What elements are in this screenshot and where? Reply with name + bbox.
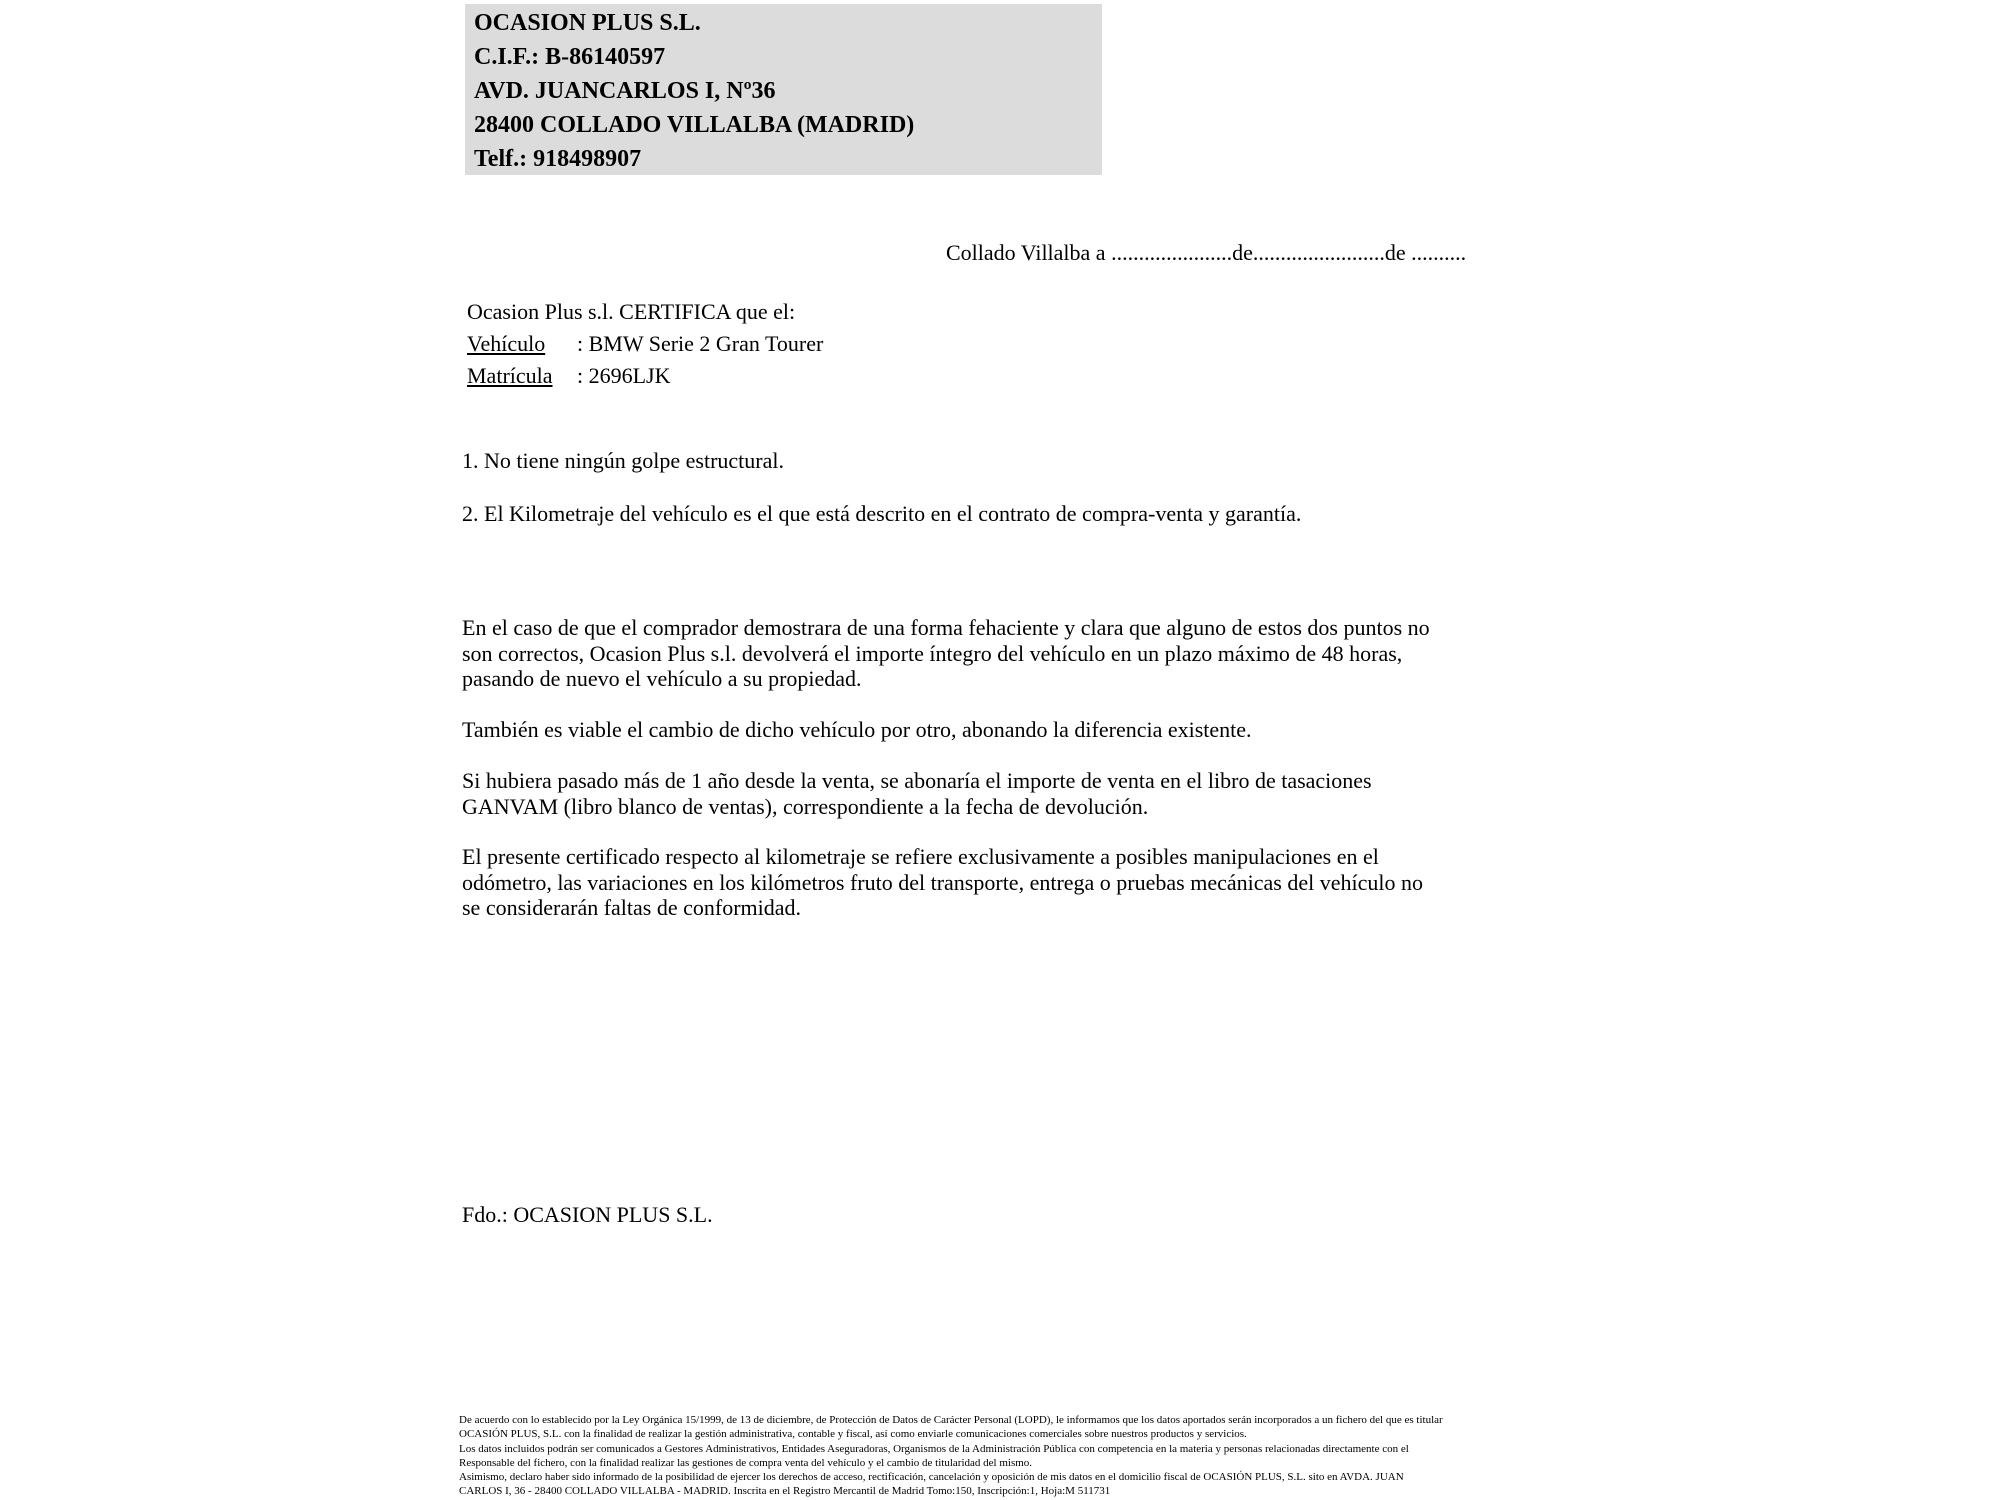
paragraph-line: se considerarán faltas de conformidad. [462, 895, 802, 920]
vehicle-label-cell [467, 328, 577, 360]
vehicle-label: Vehículo [467, 331, 546, 356]
plate-label-cell [467, 360, 577, 392]
paragraph-line: Si hubiera pasado más de 1 año desde la venta, se abonaría el importe de venta en el libro de tasaciones [462, 768, 1372, 793]
paragraph-ganvam-clause [462, 768, 1372, 819]
numbered-item-1: 1. No tiene ningún golpe estructural. [462, 448, 784, 473]
legal-footer-line: De acuerdo con lo establecido por la Ley Orgánica 15/1999, de 13 de diciembre, de Protección de Datos de Carácter Personal (LOPD), le informamos que los datos aportados serán incorporados a un fichero del que es titular [459, 1414, 1443, 1426]
paragraph-line: odómetro, las variaciones en los kilómetros fruto del transporte, entrega o pruebas mecánicas del vehículo no [462, 869, 1423, 895]
vehicle-value: : BMW Serie 2 Gran Tourer [577, 331, 824, 356]
vehicle-row [467, 328, 823, 360]
plate-row [467, 360, 823, 392]
company-city: 28400 COLLADO VILLALBA (MADRID) [474, 112, 915, 138]
legal-footer-line: OCASIÓN PLUS, S.L. con la finalidad de realizar la gestión administrativa, contable y fiscal, así como enviarle comunicaciones comerciales sobre nuestros productos y servicios. [459, 1428, 1247, 1441]
legal-footer-line: Asimismo, declaro haber sido informado de la posibilidad de ejercer los derechos de acceso, rectificación, cancelación y oposición de mis datos en el domicilio fiscal de OCASIÓN PLUS, S.L. sito en AVDA. JUAN [459, 1471, 1404, 1484]
paragraph-line: GANVAM (libro blanco de ventas), correspondiente a la fecha de devolución. [462, 793, 1149, 819]
numbered-item-2: 2. El Kilometraje del vehículo es el que está descrito en el contrato de compra-venta y garantía. [462, 501, 1302, 526]
certification-intro: Ocasion Plus s.l. CERTIFICA que el: [467, 299, 796, 324]
plate-label: Matrícula [467, 363, 553, 388]
legal-footer-line: Los datos incluidos podrán ser comunicados a Gestores Administrativos, Entidades Aseguradoras, Organismos de la Administración Pública con competencia en la materia y personas relacionadas directamente con el [459, 1442, 1409, 1455]
paragraph-line: pasando de nuevo el vehículo a su propiedad. [462, 666, 862, 691]
certification-block [467, 296, 823, 392]
company-address: AVD. JUANCARLOS I, Nº36 [474, 78, 776, 104]
paragraph-refund-clause [462, 615, 1430, 692]
legal-footer-line: Responsable del fichero, con la finalidad realizar las gestiones de compra venta del vehículo y el cambio de titularidad del mismo. [459, 1456, 1033, 1469]
company-cif: C.I.F.: B-86140597 [474, 44, 666, 70]
plate-value: : 2696LJK [577, 363, 671, 388]
signature-line: Fdo.: OCASION PLUS S.L. [462, 1202, 713, 1227]
paragraph-line: También es viable el cambio de dicho vehículo por otro, abonando la diferencia existente. [462, 717, 1252, 742]
company-name: OCASION PLUS S.L. [474, 10, 701, 36]
paragraph-exchange-clause [462, 717, 1252, 743]
company-phone: Telf.: 918498907 [474, 146, 642, 172]
date-fill-in-line: Collado Villalba a ......................de........................de .......... [946, 240, 1467, 265]
paragraph-line: son correctos, Ocasion Plus s.l. devolverá el importe íntegro del vehículo en un plazo máximo de 48 horas, [462, 640, 1403, 666]
paragraph-odometer-clause [462, 844, 1423, 921]
paragraph-line: En el caso de que el comprador demostrara de una forma fehaciente y clara que alguno de estos dos puntos no [462, 615, 1430, 640]
paragraph-line: El presente certificado respecto al kilometraje se refiere exclusivamente a posibles manipulaciones en el [462, 844, 1379, 869]
company-header-box [465, 4, 1102, 175]
legal-footer-line: CARLOS I, 36 - 28400 COLLADO VILLALBA - MADRID. Inscrita en el Registro Mercantil de Madrid Tomo:150, Inscripción:1, Hoja:M 511731 [459, 1485, 1111, 1498]
legal-footer [459, 1413, 1443, 1499]
